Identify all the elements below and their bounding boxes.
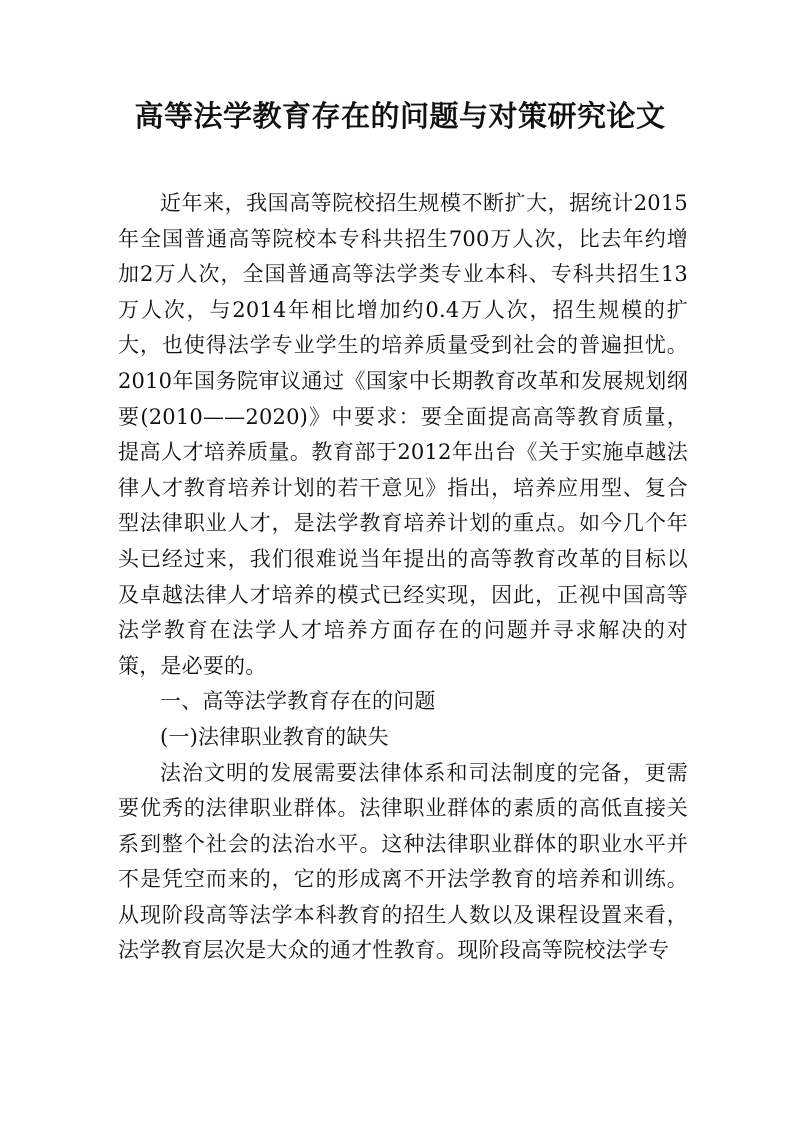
paragraph-intro: 近年来，我国高等院校招生规模不断扩大，据统计2015年全国普通高等院校本专科共招生700万人次，比去年约增加2万人次，全国普通高等法学类专业本科、专科共招生13万人次，与2014年相比增加约0.4万人次，招生规模的扩大，也使得法学专业学生的培养质量受到社会的普遍担忧。2010年国务院审议通过《国家中长期教育改革和发展规划纲要(2010——2020)》中要求：要全面提高高等教育质量，提高人才培养质量。教育部于2012年出台《关于实施卓越法律人才教育培养计划的若干意见》指出，培养应用型、复合型法律职业人才，是法学教育培养计划的重点。如今几个年头已经过来，我们很难说当年提出的高等教育改革的目标以及卓越法律人才培养的模式已经实现，因此，正视中国高等法学教育在法学人才培养方面存在的问题并寻求解决的对策，是必要的。 [118, 191, 688, 678]
document-body [118, 186, 688, 969]
subsection-heading: (一)法律职业教育的缺失 [160, 724, 389, 749]
document-title: 高等法学教育存在的问题与对策研究论文 [134, 99, 666, 133]
paragraph-legal-profession: 法治文明的发展需要法律体系和司法制度的完备，更需要优秀的法律职业群体。法律职业群体的素质的高低直接关系到整个社会的法治水平。这种法律职业群体的职业水平并不是凭空而来的，它的形成离不开法学教育的培养和训练。从现阶段高等法学本科教育的招生人数以及课程设置来看，法学教育层次是大众的通才性教育。现阶段高等院校法学专 [118, 760, 688, 963]
section-heading: 一、高等法学教育存在的问题 [160, 689, 436, 714]
